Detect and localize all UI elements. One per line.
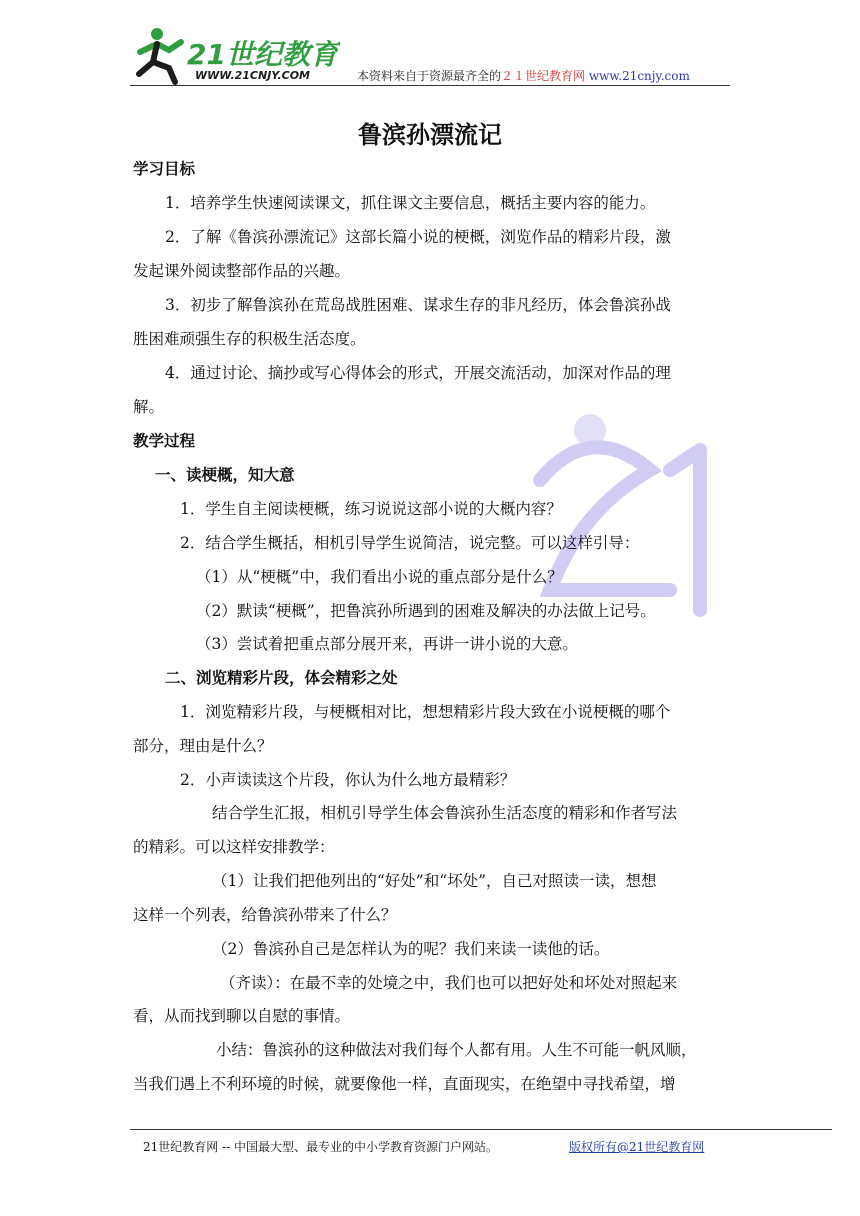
footer-divider [130, 1129, 832, 1130]
tagline-url-link[interactable]: www.21cnjy.com [588, 69, 690, 83]
part2-line: 当我们遇上不利环境的时候，就要像他一样，直面现实，在绝望中寻找希望，增 [133, 1075, 676, 1093]
objective-line: 3．初步了解鲁滨孙在荒岛战胜困难、谋求生存的非凡经历，体会鲁滨孙战 [165, 296, 671, 314]
objective-line: 胜困难顽强生存的积极生活态度。 [133, 330, 366, 348]
part2-line: （1）让我们把他列出的“好处”和“坏处”，自己对照读一读，想想 [212, 872, 657, 890]
footer-text: 21世纪教育网 -- 中国最大型、最专业的中小学教育资源门户网站。 [143, 1140, 499, 1154]
part1-line: 2．结合学生概括，相机引导学生说简洁，说完整。可以这样引导： [180, 534, 640, 552]
tagline-site-name: ２１世纪教育网 [501, 69, 586, 83]
part1-line: （3）尝试着把重点部分展开来，再讲一讲小说的大意。 [196, 635, 578, 653]
objective-line: 2．了解《鲁滨孙漂流记》这部长篇小说的梗概，浏览作品的精彩片段，激 [165, 228, 671, 246]
runner-icon [139, 28, 181, 82]
objectives-heading: 学习目标 [133, 160, 196, 178]
watermark-logo [470, 360, 790, 680]
part2-line: 这样一个列表，给鲁滨孙带来了什么？ [133, 906, 397, 924]
objective-line: 1．培养学生快速阅读课文，抓住课文主要信息，概括主要内容的能力。 [165, 194, 656, 212]
footer-copyright-link[interactable]: 版权所有@21世纪教育网 [569, 1140, 705, 1154]
part2-line: （齐读）：在最不幸的处境之中，我们也可以把好处和坏处对照起来 [220, 974, 678, 992]
part2-line: 结合学生汇报，相机引导学生体会鲁滨孙生活态度的精彩和作者写法 [212, 804, 678, 822]
part1-heading: 一、读梗概，知大意 [155, 466, 295, 484]
header-divider [130, 85, 730, 86]
logo-text: 21世纪教育 [187, 38, 338, 71]
header-tagline [357, 67, 690, 84]
part1-line: （2）默读“梗概”，把鲁滨孙所遇到的困难及解决的办法做上记号。 [196, 602, 656, 620]
part2-line: 2．小声读读这个片段，你认为什么地方最精彩？ [180, 771, 516, 789]
process-heading: 教学过程 [133, 432, 196, 450]
part2-line: 的精彩。可以这样安排教学： [133, 838, 335, 856]
objective-line: 发起课外阅读整部作品的兴趣。 [133, 262, 351, 280]
part2-heading: 二、浏览精彩片段，体会精彩之处 [165, 669, 398, 687]
logo-url: WWW.21CNJY.COM [195, 69, 310, 82]
objective-line: 解。 [133, 398, 165, 416]
part2-line: （2）鲁滨孙自己是怎样认为的呢？我们来读一读他的话。 [212, 940, 610, 958]
part2-line: 1．浏览精彩片段，与梗概相对比，想想精彩片段大致在小说梗概的哪个 [180, 703, 671, 721]
site-logo [135, 24, 340, 86]
part2-line: 看，从而找到聊以自慰的事情。 [133, 1007, 351, 1025]
part1-line: 1．学生自主阅读梗概，练习说说这部小说的大概内容？ [180, 500, 562, 518]
page-title: 鲁滨孙漂流记 [358, 121, 502, 149]
part2-line: 小结：鲁滨孙的这种做法对我们每个人都有用。人生不可能一帆风顺， [216, 1041, 697, 1059]
tagline-prefix: 本资料来自于资源最齐全的 [357, 69, 502, 83]
part2-line: 部分，理由是什么？ [133, 737, 273, 755]
part1-line: （1）从“梗概”中，我们看出小说的重点部分是什么？ [196, 568, 563, 586]
objective-line: 4．通过讨论、摘抄或写心得体会的形式，开展交流活动，加深对作品的理 [165, 364, 671, 382]
